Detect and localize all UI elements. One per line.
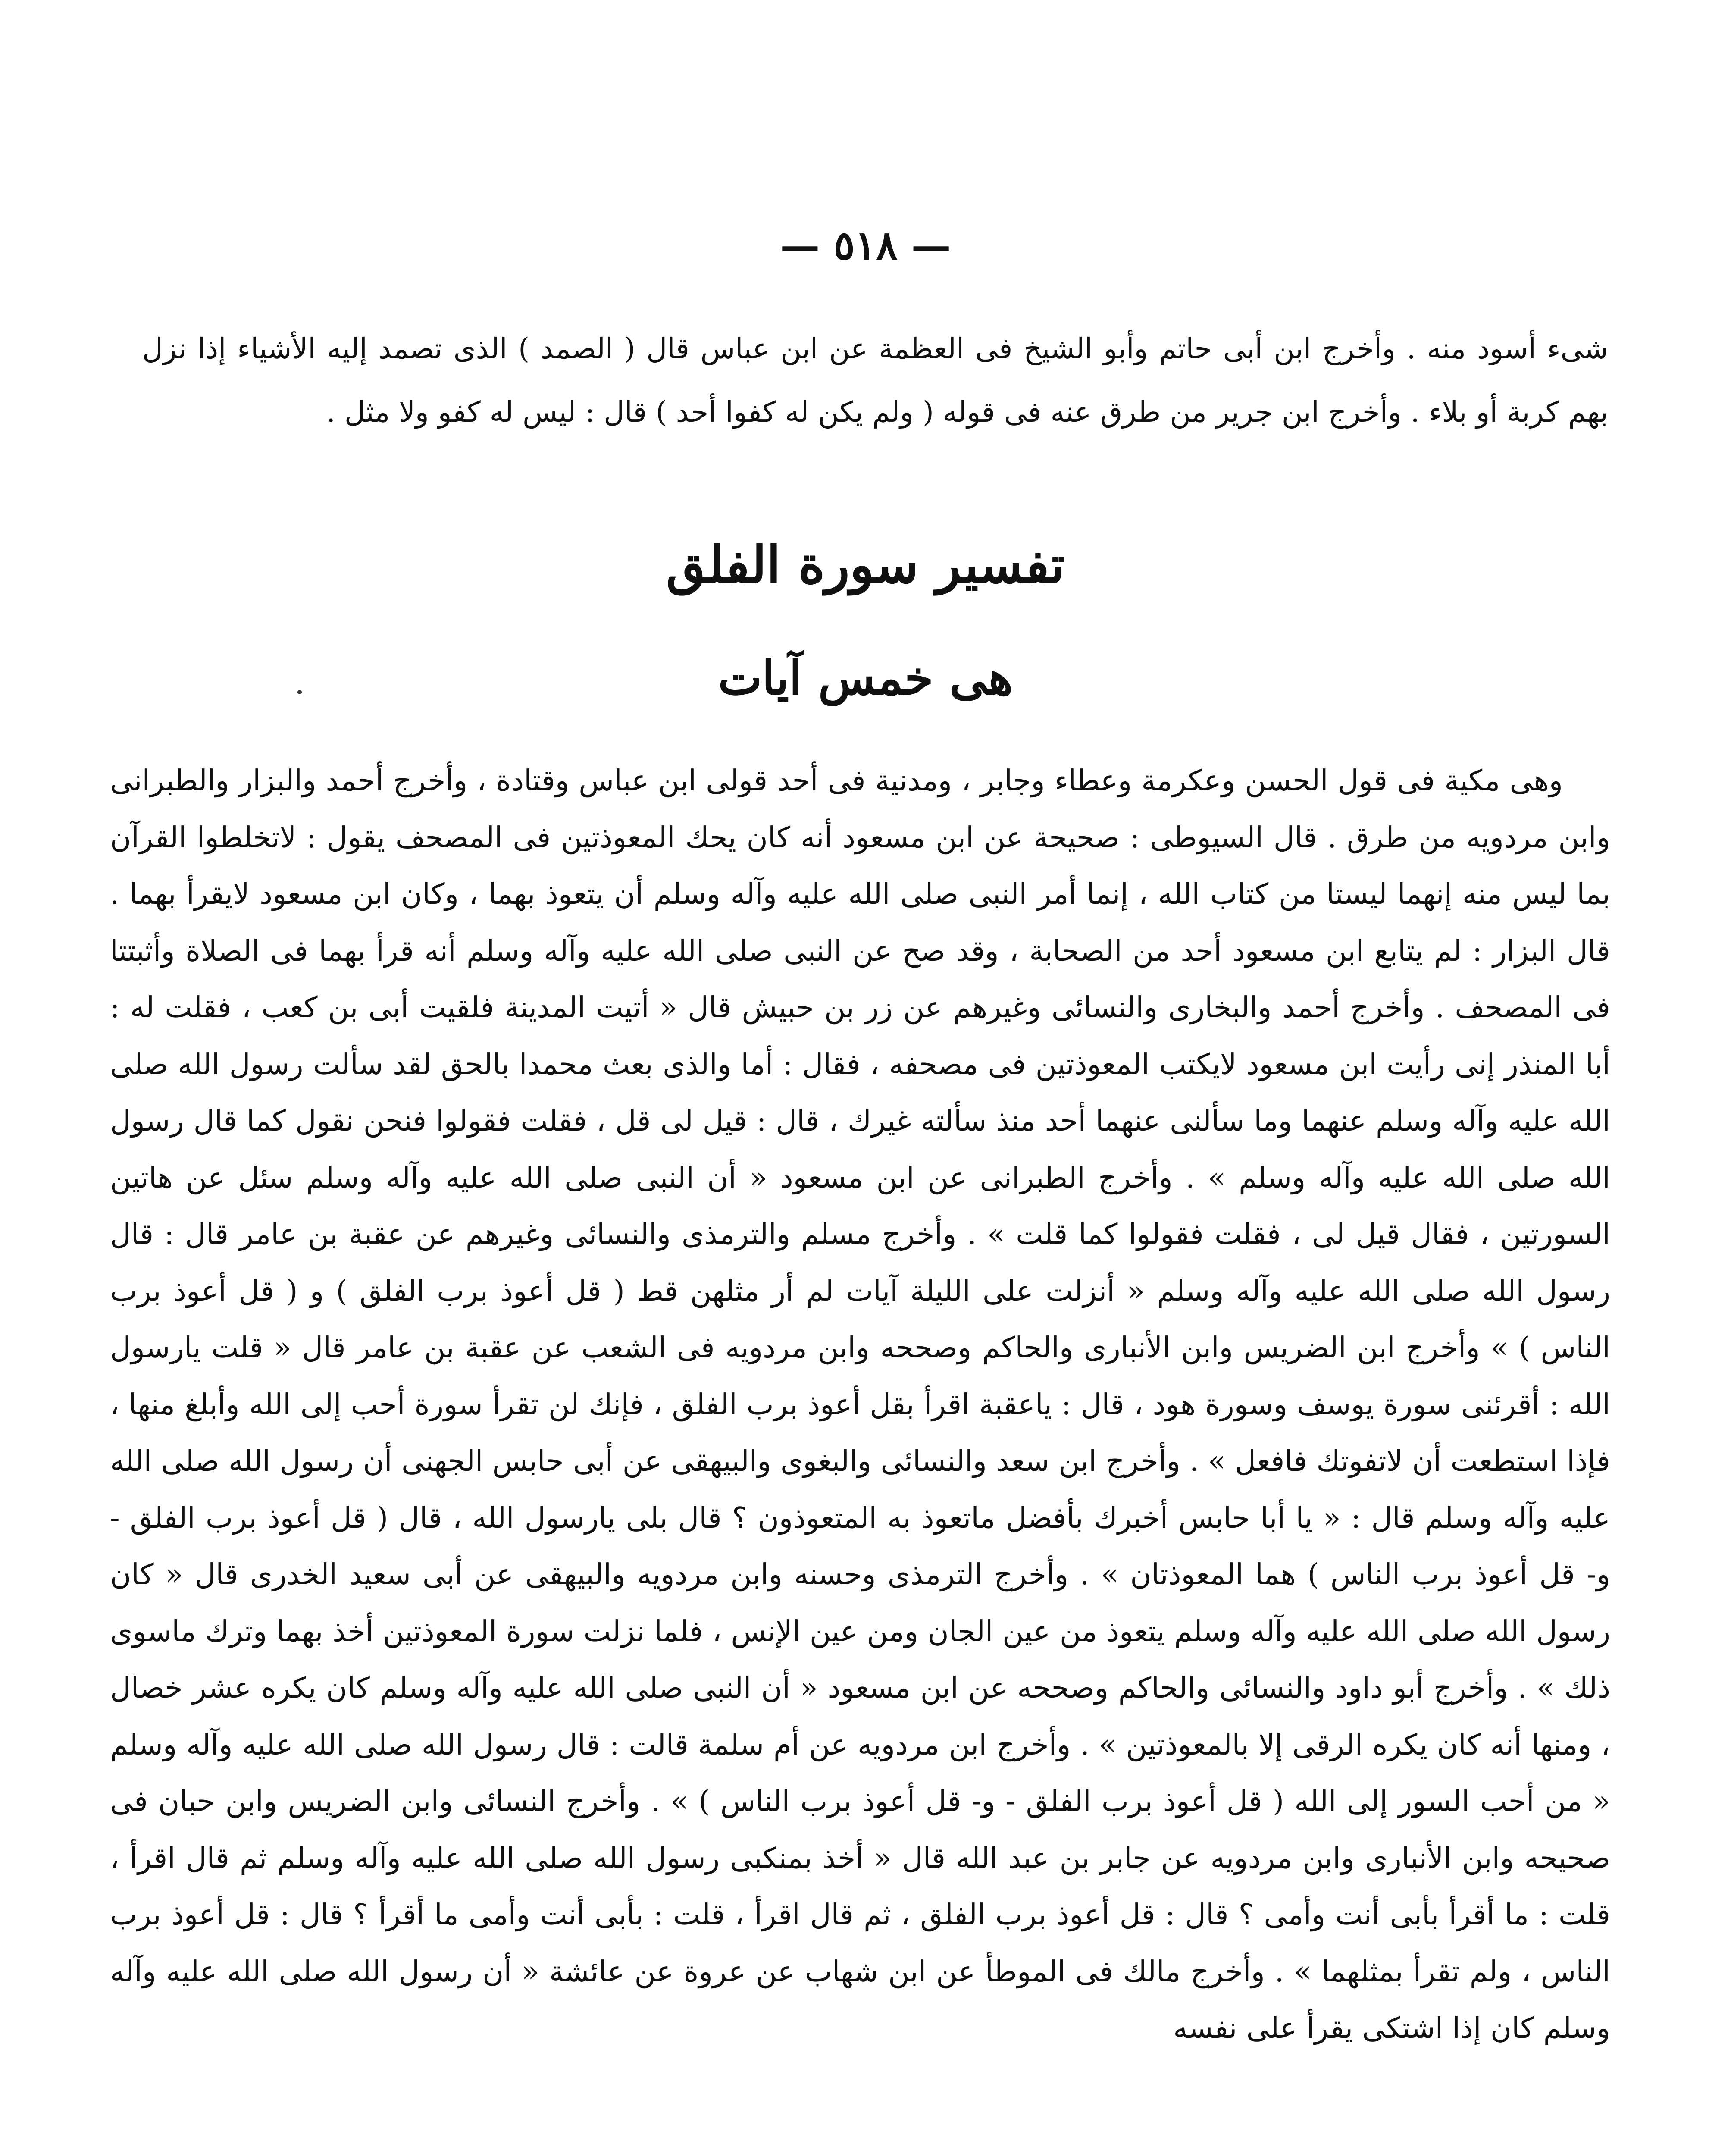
surah-title: تفسير سورة الفلق bbox=[666, 535, 1065, 595]
body-paragraph: وهى مكية فى قول الحسن وعكرمة وعطاء وجابر ، ومدنية فى أحد قولى ابن عباس وقتادة ، وأخرج أحمد والبزار والطبرانى وابن مردويه من طرق . قال السيوطى : صحيحة عن ابن مسعود أنه كان يحك المعوذتين فى المصحف يقول : لاتخلطوا القرآن بما ليس منه إنهما ليستا من كتاب الله ، إنما أمر النبى صلى الله عليه وآله وسلم أن يتعوذ بهما ، وكان ابن مسعود لايقرأ بهما . قال البزار : لم يتابع ابن مسعود أحد من الصحابة ، وقد صح عن النبى صلى الله عليه وآله وسلم أنه قرأ بهما فى الصلاة وأثبتتا فى المصحف . وأخرج أحمد والبخارى والنسائى وغيرهم عن زر بن حبيش قال « أتيت المدينة فلقيت أبى بن كعب ، فقلت له : أبا المنذر إنى رأيت ابن مسعود لايكتب المعوذتين فى مصحفه ، فقال : أما والذى بعث محمدا بالحق لقد سألت رسول الله صلى الله عليه وآله وسلم عنهما وما سألنى عنهما أحد منذ سألته غيرك ، قال : قيل لى قل ، فقلت فقولوا فنحن نقول كما قال رسول الله صلى الله عليه وآله وسلم » . وأخرج الطبرانى عن ابن مسعود « أن النبى صلى الله عليه وآله وسلم سئل عن هاتين السورتين ، فقال قيل لى ، فقلت فقولوا كما قلت » . وأخرج مسلم والترمذى والنسائى وغيرهم عن عقبة بن عامر قال : قال رسول الله صلى الله عليه وآله وسلم « أنزلت على الليلة آيات لم أر مثلهن قط ( قل أعوذ برب الفلق ) و ( قل أعوذ برب الناس ) » وأخرج ابن الضريس وابن الأنبارى والحاكم وصححه وابن مردويه فى الشعب عن عقبة بن عامر قال « قلت يارسول الله : أقرئنى سورة يوسف وسورة هود ، قال : ياعقبة اقرأ بقل أعوذ برب الفلق ، فإنك لن تقرأ سورة أحب إلى الله وأبلغ منها ، فإذا استطعت أن لاتفوتك فافعل » . وأخرج ابن سعد والنسائى والبغوى والبيهقى عن أبى حابس الجهنى أن رسول الله صلى الله عليه وآله وسلم قال : « يا أبا حابس أخبرك بأفضل ماتعوذ به المتعوذون ؟ قال بلى يارسول الله ، قال ( قل أعوذ برب الفلق - و- قل أعوذ برب الناس ) هما المعوذتان » . وأخرج الترمذى وحسنه وابن مردويه والبيهقى عن أبى سعيد الخدرى قال « كان رسول الله صلى الله عليه وآله وسلم يتعوذ من عين الجان ومن عين الإنس ، فلما نزلت سورة المعوذتين أخذ بهما وترك ماسوى ذلك » . وأخرج أبو داود والنسائى والحاكم وصححه عن ابن مسعود « أن النبى صلى الله عليه وآله وسلم كان يكره عشر خصال ، ومنها أنه كان يكره الرقى إلا بالمعوذتين » . وأخرج ابن مردويه عن أم سلمة قالت : قال رسول الله صلى الله عليه وآله وسلم « من أحب السور إلى الله ( قل أعوذ برب الفلق - و- قل أعوذ برب الناس ) » . وأخرج النسائى وابن الضريس وابن حبان فى صحيحه وابن الأنبارى وابن مردويه عن جابر بن عبد الله قال « أخذ بمنكبى رسول الله صلى الله عليه وآله وسلم ثم قال اقرأ ، قلت : ما أقرأ بأبى أنت وأمى ؟ قال : قل أعوذ برب الفلق ، ثم قال اقرأ ، قلت : بأبى أنت وأمى ما أقرأ ؟ قال : قل أعوذ برب الناس ، ولم تقرأ بمثلهما » . وأخرج مالك فى الموطأ عن ابن شهاب عن عروة عن عائشة « أن رسول الله صلى الله عليه وآله وسلم كان إذا اشتكى يقرأ على نفسه bbox=[110, 764, 1610, 2045]
paper-speck bbox=[297, 690, 302, 694]
body-text bbox=[110, 752, 1610, 2057]
verse-count-heading: هى خمس آيات bbox=[718, 651, 1013, 705]
intro-paragraph: شىء أسود منه . وأخرج ابن أبى حاتم وأبو الشيخ فى العظمة عن ابن عباس قال ( الصمد ) الذى تصمد إليه الأشياء إذا نزل بهم كربة أو بلاء . وأخرج ابن جرير من طرق عنه فى قوله ( ولم يكن له كفوا أحد ) قال : ليس له كفو ولا مثل . bbox=[142, 332, 1608, 429]
page-number: — ٥١٨ — bbox=[780, 222, 951, 269]
